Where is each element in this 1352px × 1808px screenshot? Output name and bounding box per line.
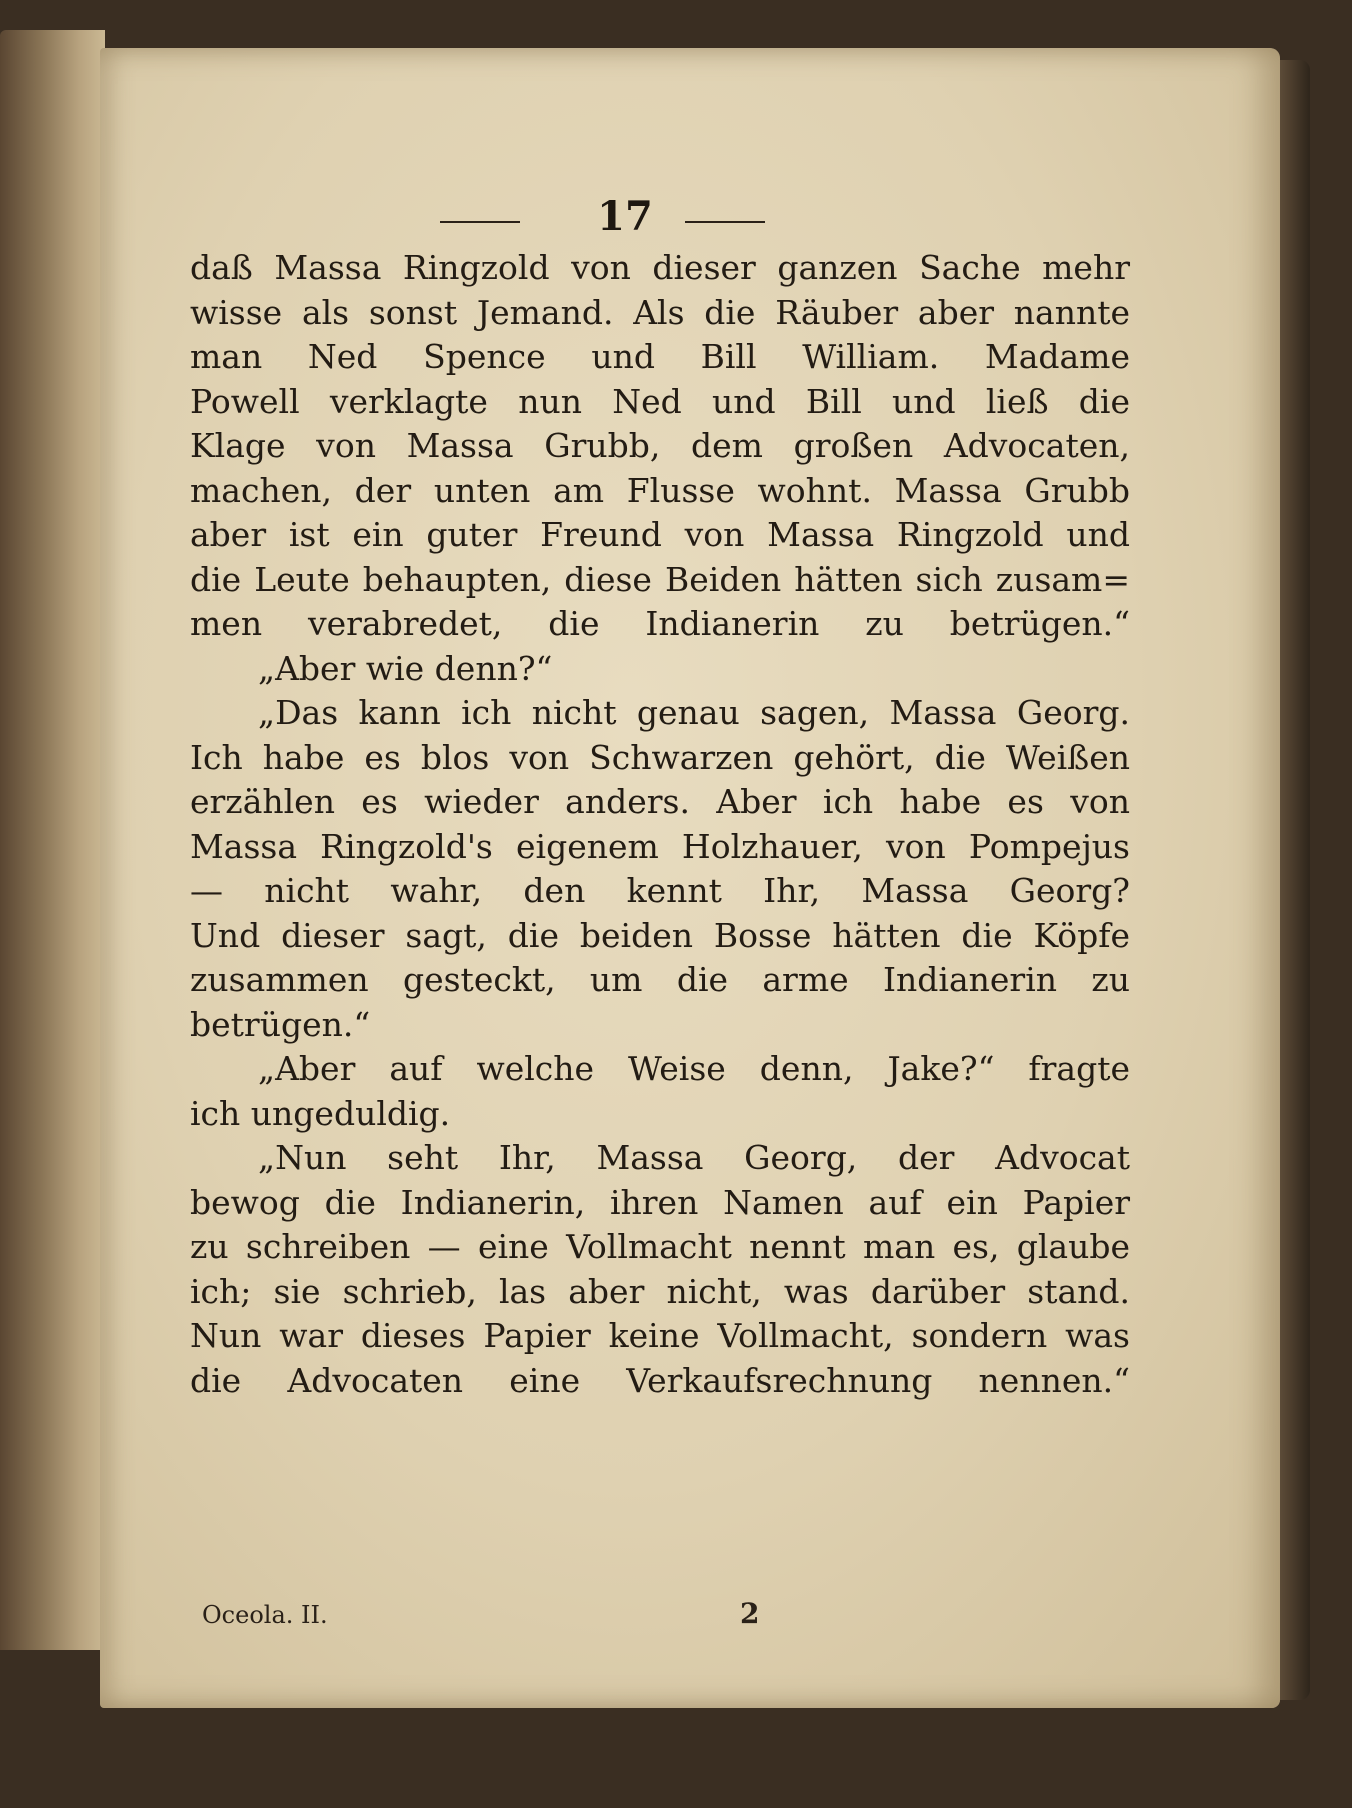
text-line: „Das kann ich nicht genau sagen, Massa Georg.: [258, 693, 1130, 732]
header-rule-right: [685, 221, 765, 223]
text-line: Klage von Massa Grubb, dem großen Advocaten,: [190, 426, 1130, 465]
text-line: daß Massa Ringzold von dieser ganzen Sache mehr: [190, 248, 1130, 287]
page-body-text: [190, 246, 1130, 1403]
book-page: [100, 48, 1280, 1708]
text-line: Ich habe es blos von Schwarzen gehört, die Weißen: [190, 737, 1130, 777]
text-line: die Leute behaupten, diese Beiden hätten sich zusam=: [190, 559, 1130, 599]
text-line: „Nun seht Ihr, Massa Georg, der Advocat: [258, 1138, 1130, 1177]
header-rule-left: [440, 221, 520, 223]
text-line: Nun war dieses Papier keine Vollmacht, sondern was: [190, 1316, 1130, 1355]
text-line: „Aber auf welche Weise denn, Jake?“ fragte: [258, 1049, 1130, 1088]
page-footer: [100, 1597, 1280, 1641]
book-spine-left-page: [0, 30, 105, 1650]
text-line: die Advocaten eine Verkaufsrechnung nennen.“: [190, 1360, 1130, 1400]
page-header: [100, 193, 1280, 253]
text-line: aber ist ein guter Freund von Massa Ringzold und: [190, 515, 1130, 554]
text-line: ich ungeduldig.: [190, 1093, 451, 1133]
text-line: bewog die Indianerin, ihren Namen auf ein Papier: [190, 1182, 1130, 1222]
text-line: wisse als sonst Jemand. Als die Räuber aber nannte: [190, 292, 1130, 332]
text-line: zusammen gesteckt, um die arme Indianerin zu: [190, 960, 1130, 999]
text-line: Und dieser sagt, die beiden Bosse hätten die Köpfe: [190, 915, 1130, 955]
sheet-number: 2: [740, 1597, 760, 1630]
page-number: 17: [597, 193, 653, 240]
text-line: erzählen es wieder anders. Aber ich habe es von: [190, 782, 1130, 821]
text-line: Powell verklagte nun Ned und Bill und ließ die: [190, 381, 1130, 421]
signature-label: Oceola. II.: [202, 1601, 328, 1629]
text-line: — nicht wahr, den kennt Ihr, Massa Georg?: [190, 871, 1130, 910]
text-line: machen, der unten am Flusse wohnt. Massa Grubb: [190, 470, 1130, 510]
text-line: Massa Ringzold's eigenem Holzhauer, von Pompejus: [190, 826, 1130, 866]
text-line: „Aber wie denn?“: [258, 648, 553, 688]
text-line: man Ned Spence und Bill William. Madame: [190, 337, 1130, 376]
text-line: men verabredet, die Indianerin zu betrügen.“: [190, 604, 1130, 643]
text-line: zu schreiben — eine Vollmacht nennt man es, glaube: [190, 1227, 1130, 1266]
text-line: ich; sie schrieb, las aber nicht, was darüber stand.: [190, 1271, 1130, 1311]
text-line: betrügen.“: [190, 1004, 371, 1044]
